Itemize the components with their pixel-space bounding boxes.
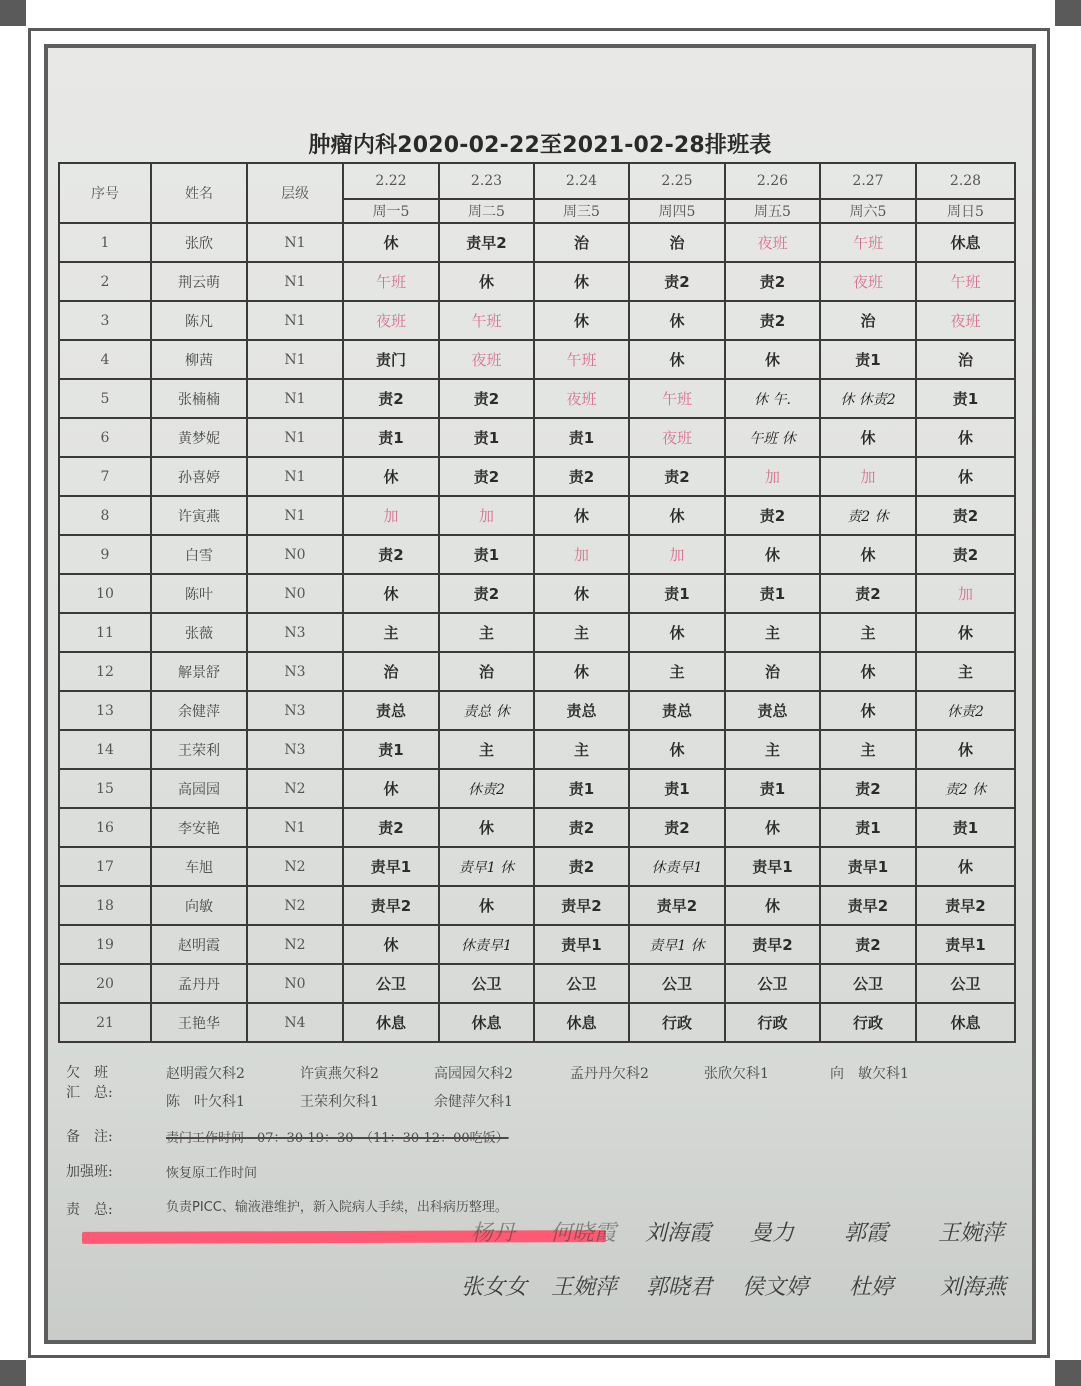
- shift-cell: 午班: [534, 340, 629, 379]
- staff-level: N3: [247, 613, 343, 652]
- shift-cell: 责2: [343, 808, 439, 847]
- notes-section: [66, 1063, 1006, 1229]
- shift-cell: 责早1: [534, 925, 629, 964]
- shift-cell: 责1: [629, 574, 725, 613]
- shift-cell: 治: [725, 652, 820, 691]
- staff-name: 李安艳: [151, 808, 247, 847]
- table-row: [59, 301, 1015, 340]
- shift-cell: 责2: [916, 535, 1015, 574]
- header-weekday: 周四5: [629, 199, 725, 223]
- table-row: [59, 613, 1015, 652]
- staff-name: 孟丹丹: [151, 964, 247, 1003]
- staff-name: 陈凡: [151, 301, 247, 340]
- shift-cell: 夜班: [725, 223, 820, 262]
- row-number: 12: [59, 652, 151, 691]
- header-weekday: 周五5: [725, 199, 820, 223]
- staff-name: 张欣: [151, 223, 247, 262]
- staff-level: N1: [247, 262, 343, 301]
- shift-cell: 休: [534, 652, 629, 691]
- shift-cell: 责1: [820, 808, 916, 847]
- shift-cell: 休: [629, 301, 725, 340]
- shift-cell: 责总: [629, 691, 725, 730]
- shift-cell: 责1: [343, 418, 439, 457]
- shift-cell: 休责2: [916, 691, 1015, 730]
- staff-name: 陈叶: [151, 574, 247, 613]
- shift-cell: 休: [820, 652, 916, 691]
- shift-cell: 责1: [916, 379, 1015, 418]
- staff-level: N1: [247, 340, 343, 379]
- shift-cell: 主: [439, 613, 534, 652]
- staff-level: N3: [247, 691, 343, 730]
- shift-cell: 责2: [725, 496, 820, 535]
- row-number: 21: [59, 1003, 151, 1042]
- table-row: [59, 925, 1015, 964]
- shift-cell: 责2: [439, 457, 534, 496]
- signature: 刘海燕: [939, 1275, 1006, 1300]
- shift-cell: 休: [534, 496, 629, 535]
- shift-cell: 公卫: [725, 964, 820, 1003]
- shift-cell: 午班 休: [725, 418, 820, 457]
- signature: 王婉萍: [937, 1221, 1004, 1246]
- shift-cell: 责总: [343, 691, 439, 730]
- row-number: 16: [59, 808, 151, 847]
- staff-name: 车旭: [151, 847, 247, 886]
- table-row: [59, 262, 1015, 301]
- shift-cell: 午班: [820, 223, 916, 262]
- owed-label: [66, 1063, 166, 1119]
- shift-cell: 责2: [629, 808, 725, 847]
- staff-level: N2: [247, 769, 343, 808]
- shift-cell: 责总 休: [439, 691, 534, 730]
- table-row: [59, 691, 1015, 730]
- staff-level: N0: [247, 964, 343, 1003]
- reinforce-label: 加强班:: [66, 1164, 113, 1180]
- remark-label: 备 注:: [66, 1129, 113, 1145]
- reinforce-row: [66, 1153, 1006, 1189]
- shift-cell: 责早2: [820, 886, 916, 925]
- shift-cell: 休: [916, 457, 1015, 496]
- shift-cell: 公卫: [916, 964, 1015, 1003]
- shift-cell: 休: [439, 886, 534, 925]
- staff-name: 孙喜婷: [151, 457, 247, 496]
- shift-cell: 主: [534, 613, 629, 652]
- staff-name: 张薇: [151, 613, 247, 652]
- header-date: 2.26: [725, 163, 820, 199]
- owed-item: 向 敏欠科1: [830, 1066, 909, 1082]
- shift-cell: 责2: [534, 457, 629, 496]
- shift-cell: 休: [916, 418, 1015, 457]
- owed-item: 张欣欠科1: [704, 1066, 769, 1082]
- shift-cell: 治: [343, 652, 439, 691]
- shift-cell: 行政: [820, 1003, 916, 1042]
- owed-item: 赵明霞欠科2: [166, 1066, 245, 1082]
- shift-cell: 责早1: [916, 925, 1015, 964]
- shift-cell: 责早2: [725, 925, 820, 964]
- shift-cell: 责2 休: [820, 496, 916, 535]
- owed-item: 高园园欠科2: [434, 1066, 513, 1082]
- owed-item: 孟丹丹欠科2: [570, 1066, 649, 1082]
- shift-cell: 责总: [725, 691, 820, 730]
- shift-cell: 责早2: [343, 886, 439, 925]
- owed-label-line1: 欠 班: [66, 1065, 108, 1081]
- table-row: [59, 574, 1015, 613]
- signature: 曼力: [749, 1221, 794, 1246]
- shift-cell: 责早2: [629, 886, 725, 925]
- staff-level: N0: [247, 535, 343, 574]
- staff-name: 赵明霞: [151, 925, 247, 964]
- shift-cell: 主: [629, 652, 725, 691]
- table-row: [59, 886, 1015, 925]
- table-row: [59, 535, 1015, 574]
- signature: 杨丹: [470, 1221, 515, 1246]
- shift-cell: 夜班: [629, 418, 725, 457]
- shift-cell: 加: [439, 496, 534, 535]
- staff-level: N2: [247, 886, 343, 925]
- shift-cell: 主: [439, 730, 534, 769]
- shift-cell: 休责早1: [629, 847, 725, 886]
- shift-cell: 责1: [725, 574, 820, 613]
- shift-cell: 夜班: [916, 301, 1015, 340]
- shift-cell: 责早2: [534, 886, 629, 925]
- staff-level: N1: [247, 457, 343, 496]
- shift-cell: 责2: [343, 535, 439, 574]
- staff-level: N1: [247, 379, 343, 418]
- shift-cell: 责2: [725, 262, 820, 301]
- shift-cell: 休: [439, 808, 534, 847]
- signature: 刘海霞: [644, 1221, 711, 1246]
- shift-cell: 夜班: [820, 262, 916, 301]
- shift-cell: 休: [725, 535, 820, 574]
- shift-cell: 责1: [725, 769, 820, 808]
- header-weekday: 周二5: [439, 199, 534, 223]
- shift-cell: 责门: [343, 340, 439, 379]
- owed-item: 陈 叶欠科1: [166, 1094, 245, 1110]
- shift-cell: 休: [820, 535, 916, 574]
- shift-cell: 加: [343, 496, 439, 535]
- shift-cell: 治: [820, 301, 916, 340]
- shift-cell: 责2 休: [916, 769, 1015, 808]
- shift-cell: 公卫: [439, 964, 534, 1003]
- table-row: [59, 730, 1015, 769]
- header-no: 序号: [59, 163, 151, 223]
- row-number: 15: [59, 769, 151, 808]
- shift-cell: 责早1: [343, 847, 439, 886]
- shift-cell: 休: [343, 574, 439, 613]
- staff-name: 张楠楠: [151, 379, 247, 418]
- shift-cell: 休: [629, 613, 725, 652]
- head-nurse-text: 负责PICC、输液港维护，新入院病人手续，出科病历整理。: [166, 1199, 508, 1215]
- staff-name: 向敏: [151, 886, 247, 925]
- shift-cell: 责2: [534, 808, 629, 847]
- staff-name: 柳茜: [151, 340, 247, 379]
- header-weekday: 周三5: [534, 199, 629, 223]
- shift-cell: 责1: [916, 808, 1015, 847]
- shift-cell: 午班: [916, 262, 1015, 301]
- shift-cell: 休: [725, 886, 820, 925]
- shift-cell: 休: [725, 340, 820, 379]
- shift-cell: 责总: [534, 691, 629, 730]
- shift-cell: 主: [534, 730, 629, 769]
- owed-label-line2: 汇 总:: [66, 1085, 113, 1101]
- shift-cell: 治: [534, 223, 629, 262]
- header-date: 2.27: [820, 163, 916, 199]
- shift-cell: 责1: [439, 418, 534, 457]
- staff-level: N1: [247, 301, 343, 340]
- shift-cell: 责1: [629, 769, 725, 808]
- shift-cell: 加: [916, 574, 1015, 613]
- staff-name: 荆云萌: [151, 262, 247, 301]
- shift-cell: 主: [725, 613, 820, 652]
- owed-item: 王荣利欠科1: [300, 1094, 379, 1110]
- head-nurse-label: 责 总:: [66, 1202, 113, 1218]
- shift-cell: 责2: [534, 847, 629, 886]
- shift-cell: 夜班: [534, 379, 629, 418]
- shift-cell: 休: [534, 262, 629, 301]
- shift-cell: 休: [820, 691, 916, 730]
- shift-cell: 责2: [439, 379, 534, 418]
- header-date: 2.23: [439, 163, 534, 199]
- shift-cell: 主: [343, 613, 439, 652]
- shift-cell: 责2: [629, 262, 725, 301]
- staff-level: N2: [247, 925, 343, 964]
- shift-cell: 公卫: [343, 964, 439, 1003]
- shift-cell: 责早1: [820, 847, 916, 886]
- owed-list: [166, 1063, 1006, 1119]
- shift-cell: 责2: [916, 496, 1015, 535]
- shift-cell: 休: [916, 847, 1015, 886]
- header-date: 2.28: [916, 163, 1015, 199]
- shift-cell: 责2: [629, 457, 725, 496]
- row-number: 3: [59, 301, 151, 340]
- signature: 张女女: [460, 1275, 527, 1300]
- row-number: 20: [59, 964, 151, 1003]
- staff-name: 黄梦妮: [151, 418, 247, 457]
- schedule-table: [58, 162, 1016, 1043]
- header-date: 2.25: [629, 163, 725, 199]
- shift-cell: 休: [439, 262, 534, 301]
- shift-cell: 责2: [820, 574, 916, 613]
- shift-cell: 责2: [343, 379, 439, 418]
- signature: 王婉萍: [550, 1275, 617, 1300]
- owed-item: 余健萍欠科1: [434, 1094, 513, 1110]
- table-row: [59, 964, 1015, 1003]
- row-number: 10: [59, 574, 151, 613]
- signature-row-2: [452, 1270, 1028, 1301]
- table-row: [59, 340, 1015, 379]
- shift-cell: 加: [534, 535, 629, 574]
- shift-cell: 加: [725, 457, 820, 496]
- shift-cell: 休: [343, 457, 439, 496]
- header-row-dates: [59, 163, 1015, 199]
- table-row: [59, 379, 1015, 418]
- shift-cell: 休: [916, 730, 1015, 769]
- staff-name: 白雪: [151, 535, 247, 574]
- shift-cell: 夜班: [439, 340, 534, 379]
- staff-name: 王荣利: [151, 730, 247, 769]
- owed-item: 许寅燕欠科2: [300, 1066, 379, 1082]
- row-number: 5: [59, 379, 151, 418]
- staff-name: 余健萍: [151, 691, 247, 730]
- row-number: 19: [59, 925, 151, 964]
- shift-cell: 责早1 休: [439, 847, 534, 886]
- shift-cell: 治: [439, 652, 534, 691]
- shift-cell: 休: [725, 808, 820, 847]
- table-row: [59, 418, 1015, 457]
- shift-cell: 责早2: [916, 886, 1015, 925]
- row-number: 7: [59, 457, 151, 496]
- shift-cell: 休: [343, 769, 439, 808]
- row-number: 9: [59, 535, 151, 574]
- header-date: 2.22: [343, 163, 439, 199]
- shift-cell: 午班: [343, 262, 439, 301]
- staff-level: N3: [247, 652, 343, 691]
- remark-text: 责门工作时间 07：30-19：30 （11：30-12：00吃饭）: [166, 1130, 509, 1146]
- shift-cell: 公卫: [629, 964, 725, 1003]
- corner-mark-bottom-left: [0, 1360, 26, 1386]
- staff-name: 王艳华: [151, 1003, 247, 1042]
- header-level: 层级: [247, 163, 343, 223]
- shift-cell: 休责2: [439, 769, 534, 808]
- shift-cell: 加: [820, 457, 916, 496]
- shift-cell: 休: [916, 613, 1015, 652]
- shift-cell: 责早2: [439, 223, 534, 262]
- shift-cell: 夜班: [343, 301, 439, 340]
- shift-cell: 主: [820, 613, 916, 652]
- signature: 杜婷: [848, 1275, 893, 1300]
- shift-cell: 休: [534, 574, 629, 613]
- shift-cell: 主: [725, 730, 820, 769]
- schedule-body: [59, 223, 1015, 1042]
- row-number: 11: [59, 613, 151, 652]
- shift-cell: 休息: [343, 1003, 439, 1042]
- row-number: 1: [59, 223, 151, 262]
- schedule-photo: [44, 44, 1036, 1344]
- staff-name: 解景舒: [151, 652, 247, 691]
- corner-mark-top-right: [1055, 0, 1081, 26]
- shift-cell: 休息: [534, 1003, 629, 1042]
- row-number: 17: [59, 847, 151, 886]
- row-number: 4: [59, 340, 151, 379]
- shift-cell: 休: [343, 223, 439, 262]
- shift-cell: 行政: [725, 1003, 820, 1042]
- staff-level: N0: [247, 574, 343, 613]
- shift-cell: 责早1 休: [629, 925, 725, 964]
- staff-level: N1: [247, 223, 343, 262]
- shift-cell: 责1: [439, 535, 534, 574]
- remark-row: [66, 1119, 1006, 1153]
- shift-cell: 责1: [534, 769, 629, 808]
- shift-cell: 午班: [629, 379, 725, 418]
- shift-cell: 治: [629, 223, 725, 262]
- table-row: [59, 223, 1015, 262]
- staff-level: N1: [247, 418, 343, 457]
- staff-name: 高园园: [151, 769, 247, 808]
- shift-cell: 休: [820, 418, 916, 457]
- owed-shift-summary: [66, 1063, 1006, 1119]
- header-weekday: 周六5: [820, 199, 916, 223]
- shift-cell: 休 午.: [725, 379, 820, 418]
- signature: 何晓霞: [549, 1221, 616, 1246]
- shift-cell: 休: [343, 925, 439, 964]
- shift-cell: 责2: [725, 301, 820, 340]
- table-row: [59, 496, 1015, 535]
- header-name: 姓名: [151, 163, 247, 223]
- row-number: 13: [59, 691, 151, 730]
- signature: 郭晓君: [645, 1275, 712, 1300]
- shift-cell: 公卫: [534, 964, 629, 1003]
- table-row: [59, 457, 1015, 496]
- row-number: 14: [59, 730, 151, 769]
- header-weekday: 周日5: [916, 199, 1015, 223]
- row-number: 6: [59, 418, 151, 457]
- shift-cell: 休: [629, 496, 725, 535]
- table-row: [59, 1003, 1015, 1042]
- signature: 侯文婷: [741, 1275, 808, 1300]
- shift-cell: 责1: [534, 418, 629, 457]
- shift-cell: 责2: [439, 574, 534, 613]
- shift-cell: 主: [916, 652, 1015, 691]
- shift-cell: 休息: [916, 223, 1015, 262]
- signature-row-1: [448, 1216, 1026, 1247]
- header-date: 2.24: [534, 163, 629, 199]
- table-row: [59, 652, 1015, 691]
- shift-cell: 休: [629, 730, 725, 769]
- row-number: 8: [59, 496, 151, 535]
- shift-cell: 休: [534, 301, 629, 340]
- shift-cell: 主: [820, 730, 916, 769]
- staff-level: N3: [247, 730, 343, 769]
- shift-cell: 责早1: [725, 847, 820, 886]
- shift-cell: 加: [629, 535, 725, 574]
- shift-cell: 责1: [343, 730, 439, 769]
- shift-cell: 治: [916, 340, 1015, 379]
- shift-cell: 休责早1: [439, 925, 534, 964]
- corner-mark-bottom-right: [1055, 1360, 1081, 1386]
- shift-cell: 休 休责2: [820, 379, 916, 418]
- staff-level: N4: [247, 1003, 343, 1042]
- table-row: [59, 847, 1015, 886]
- shift-cell: 公卫: [820, 964, 916, 1003]
- document-title: 肿瘤内科2020-02-22至2021-02-28排班表: [308, 133, 772, 158]
- staff-level: N1: [247, 808, 343, 847]
- reinforce-text: 恢复原工作时间: [166, 1165, 258, 1181]
- staff-name: 许寅燕: [151, 496, 247, 535]
- shift-cell: 休息: [916, 1003, 1015, 1042]
- shift-cell: 午班: [439, 301, 534, 340]
- shift-cell: 责2: [820, 925, 916, 964]
- table-row: [59, 769, 1015, 808]
- row-number: 18: [59, 886, 151, 925]
- header-weekday: 周一5: [343, 199, 439, 223]
- shift-cell: 休: [629, 340, 725, 379]
- shift-cell: 休息: [439, 1003, 534, 1042]
- staff-level: N1: [247, 496, 343, 535]
- row-number: 2: [59, 262, 151, 301]
- shift-cell: 行政: [629, 1003, 725, 1042]
- staff-level: N2: [247, 847, 343, 886]
- shift-cell: 责1: [820, 340, 916, 379]
- table-row: [59, 808, 1015, 847]
- shift-cell: 责2: [820, 769, 916, 808]
- corner-mark-top-left: [0, 0, 26, 26]
- signature: 郭霞: [843, 1221, 888, 1246]
